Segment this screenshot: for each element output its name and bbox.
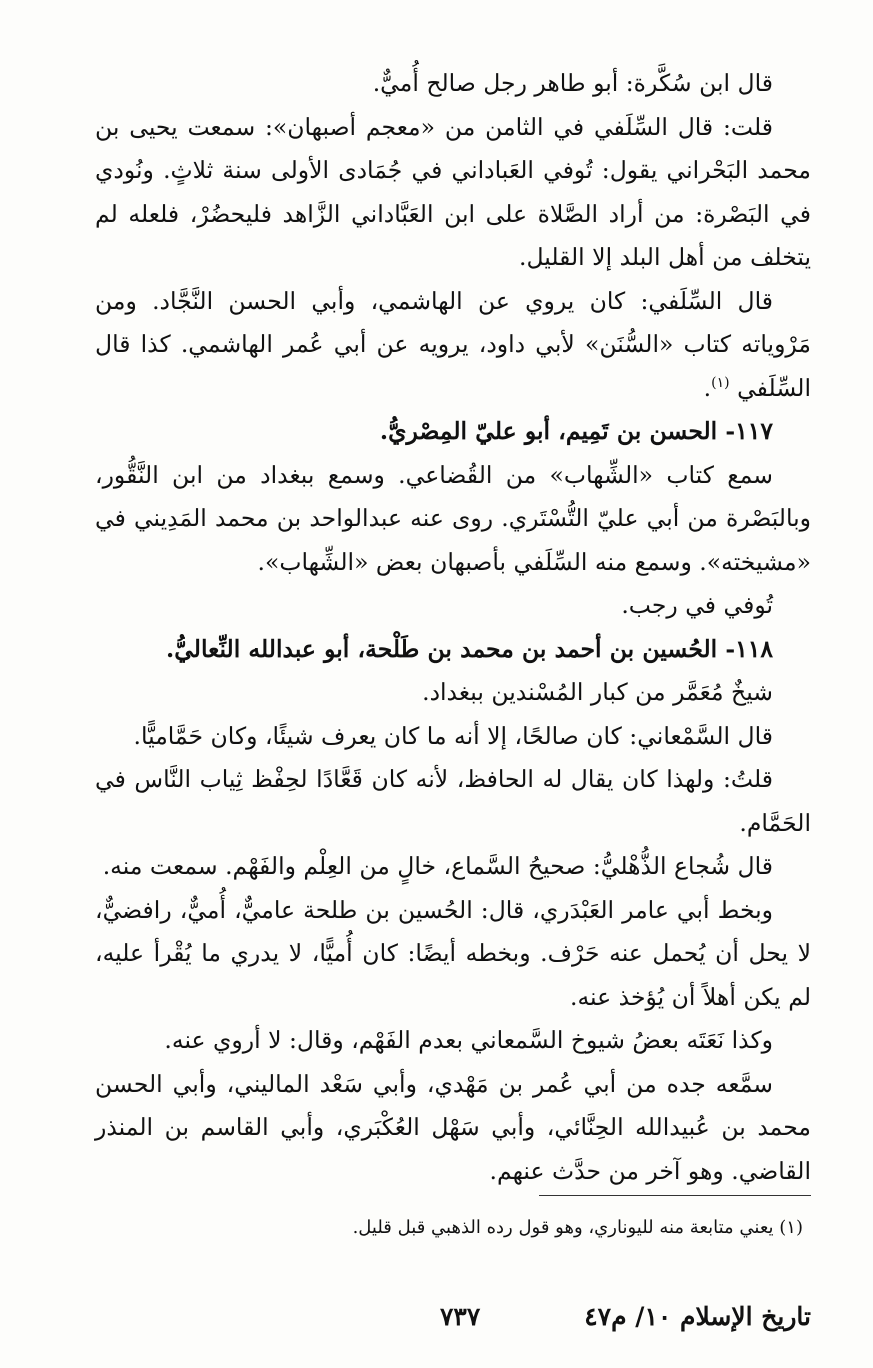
paragraph: قلت: قال السِّلَفي في الثامن من «معجم أصبهان»: سمعت يحيى بن محمد البَحْراني يقول: تُوفي العَباداني في جُمَادى الأولى سنة ثلاثٍ. ونُودي في البَصْرة: من أراد الصَّلاة على ابن العَبَّاداني الزَّاهد فليحضُرْ، فلعله لم يتخلف من أهل البلد إلا القليل. [95, 112, 811, 271]
paragraph-text: قال السِّلَفي: كان يروي عن الهاشمي، وأبي الحسن النَّجَّاد. ومن مَرْوياته كتاب «السُّنَن» لأبي داود، يرويه عن أبي عُمر الهاشمي. كذا قال السِّلَفي [95, 286, 811, 402]
page-number: ٧٣٧ [440, 1302, 481, 1331]
entry-heading-117: ١١٧- الحسن بن تَمِيم، أبو عليّ المِصْريُّ. [379, 417, 773, 445]
paragraph: وكذا نَعَتَه بعضُ شيوخ السَّمعاني بعدم الفَهْم، وقال: لا أروي عنه. [164, 1026, 773, 1054]
main-text [95, 62, 811, 1193]
entry-heading-118: ١١٨- الحُسين بن أحمد بن محمد بن طَلْحة، أبو عبدالله النِّعاليُّ. [166, 634, 773, 663]
paragraph: تُوفي في رجب. [621, 591, 773, 619]
paragraph [95, 280, 811, 411]
paragraph: قلتُ: ولهذا كان يقال له الحافظ، لأنه كان قَعَّادًا لحِفْظ ثِياب النَّاس في الحَمَّام. [95, 765, 811, 837]
paragraph-end: . [703, 373, 712, 402]
paragraph: قال شُجاع الذُّهْليُّ: صحيحُ السَّماع، خالٍ من العِلْم والفَهْم. سمعت منه. [102, 852, 773, 880]
running-title: تاريخ الإسلام ١٠/ م٤٧ [584, 1302, 811, 1331]
page-footer [62, 1302, 811, 1352]
paragraph: سمع كتاب «الشِّهاب» من القُضاعي. وسمع ببغداد من ابن النَّقُّور، وبالبَصْرة من أبي عليّ التُّسْتَري. روى عنه عبدالواحد بن محمد المَدِيني في «مشيخته». وسمع منه السِّلَفي بأصبهان بعض «الشِّهاب». [95, 460, 811, 576]
footnote-reference: (١) [711, 374, 730, 391]
paragraph: شيخٌ مُعَمَّر من كبار المُسْندين ببغداد. [422, 678, 773, 706]
footnote-divider [539, 1195, 811, 1196]
paragraph: وبخط أبي عامر العَبْدَري، قال: الحُسين بن طلحة عاميٌّ، أُميٌّ، رافضيٌّ، لا يحل أن يُحمل عنه حَرْف. وبخطه أيضًا: كان أُميًّا، لا يدري ما يُقْرأ عليه، لم يكن أهلاً أن يُؤخذ عنه. [95, 895, 811, 1011]
footnote: (١) يعني متابعة منه لليوناري، وهو قول رده الذهبي قبل قليل. [352, 1217, 803, 1238]
paragraph: قال السَّمْعاني: كان صالحًا، إلا أنه ما كان يعرف شيئًا، وكان حَمَّاميًّا. [133, 721, 773, 750]
paragraph: سمَّعه جده من أبي عُمر بن مَهْدي، وأبي سَعْد الماليني، وأبي الحسن محمد بن عُبيدالله الحِنَّائي، وأبي سَهْل العُكْبَري، وأبي القاسم بن المنذر القاضي. وهو آخر من حدَّث عنهم. [95, 1069, 811, 1185]
paragraph: قال ابن سُكَّرة: أبو طاهر رجل صالح أُميٌّ. [372, 69, 773, 97]
